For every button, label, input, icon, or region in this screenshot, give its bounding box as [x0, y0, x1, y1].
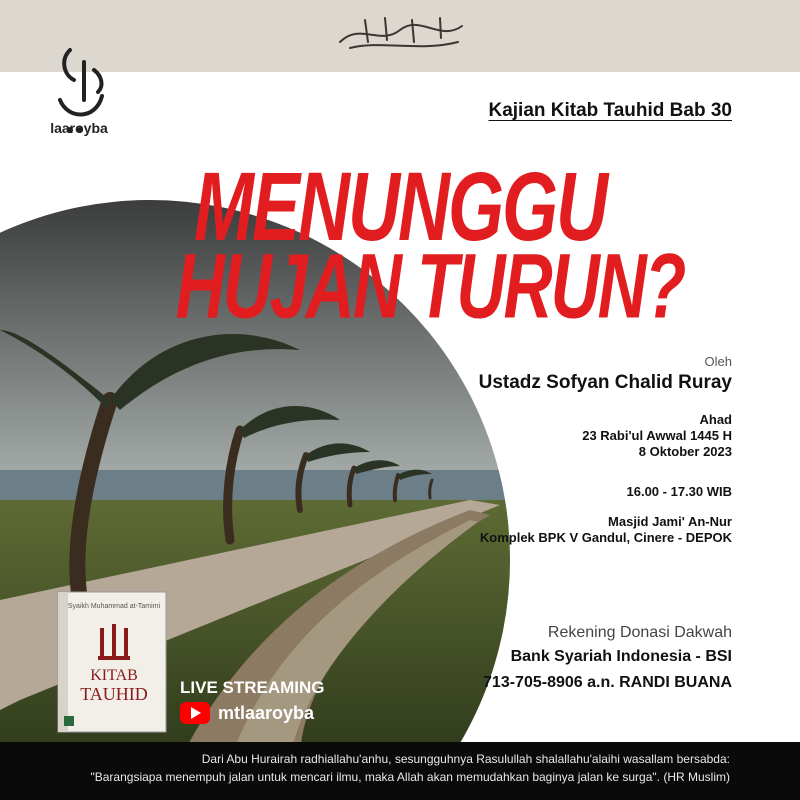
- schedule-gregorian-date: 8 Oktober 2023: [638, 444, 732, 459]
- speaker-name: Ustadz Sofyan Chalid Ruray: [478, 372, 732, 393]
- kitab-tauhid-book-cover: [54, 588, 170, 736]
- book-author: Syaikh Muhammad at-Tamimi: [67, 603, 161, 610]
- brand-name: laaroyba: [50, 120, 108, 136]
- youtube-channel-link[interactable]: [180, 702, 314, 724]
- live-streaming-label: LIVE STREAMING: [180, 678, 325, 697]
- donation-label: Rekening Donasi Dakwah: [547, 624, 732, 641]
- donation-bank: Bank Syariah Indonesia - BSI: [510, 648, 732, 665]
- youtube-handle: mtlaaroyba: [218, 702, 315, 723]
- headline-line-2: HUJAN TURUN?: [175, 235, 685, 338]
- schedule-hijri-date: 23 Rabi'ul Awwal 1445 H: [582, 428, 732, 443]
- venue: [480, 514, 732, 546]
- book-title-2: TAUHID: [80, 684, 148, 704]
- schedule-time: 16.00 - 17.30 WIB: [626, 484, 732, 499]
- speaker-by-label: Oleh: [704, 354, 732, 369]
- schedule-dates: [582, 412, 732, 460]
- venue-name: Masjid Jami' An-Nur: [608, 514, 732, 529]
- footer-quote-line-1: Dari Abu Hurairah radhiallahu'anhu, sesungguhnya Rasulullah shalallahu'alaihi wasallam bersabda:: [201, 752, 730, 766]
- book-title-1: KITAB: [90, 667, 138, 684]
- footer-quote-line-2: "Barangsiapa menempuh jalan untuk mencari ilmu, maka Allah akan memudahkan baginya jalan ke surga". (HR Muslim): [90, 770, 730, 784]
- venue-address: Komplek BPK V Gandul, Cinere - DEPOK: [479, 530, 732, 545]
- series-title: Kajian Kitab Tauhid Bab 30: [488, 100, 732, 121]
- youtube-icon: [180, 702, 210, 724]
- schedule-day: Ahad: [699, 412, 732, 427]
- donation-account: 713-705-8906 a.n. RANDI BUANA: [483, 674, 732, 691]
- headline-line-1: MENUNGGU: [194, 153, 606, 262]
